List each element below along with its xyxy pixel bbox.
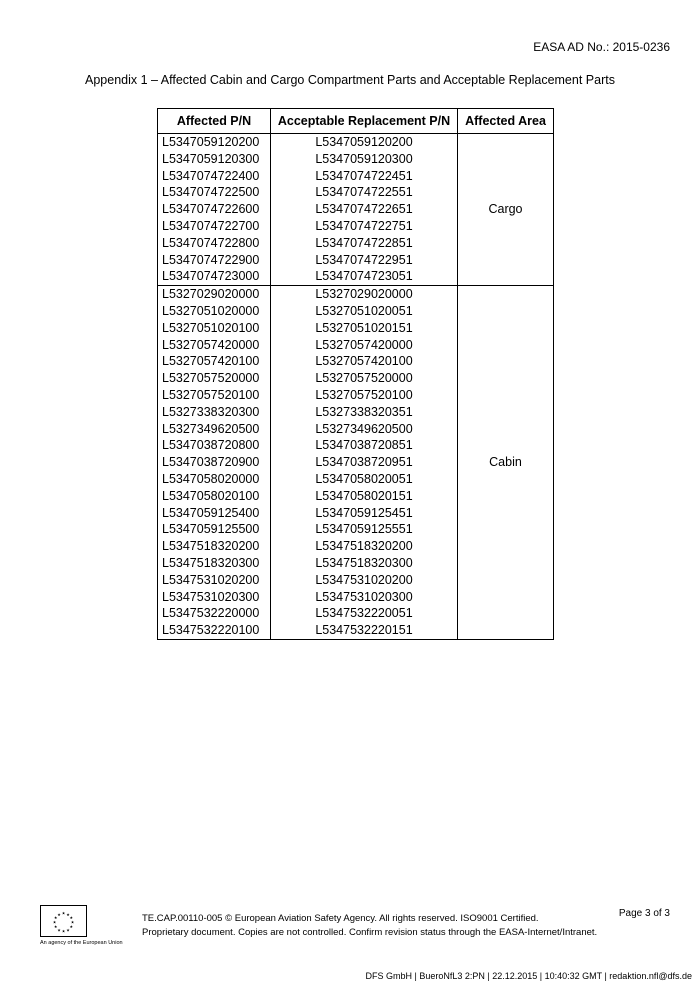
replacement-pn-cell: L5347074722851 — [271, 235, 458, 252]
eu-star-icon: ★ — [53, 915, 58, 921]
replacement-pn-cell: L5347532220151 — [271, 622, 458, 639]
affected-pn-cell: L5347532220000 — [158, 605, 271, 622]
replacement-pn-cell: L5347074722551 — [271, 184, 458, 201]
eu-star-icon: ★ — [57, 927, 61, 933]
table-row — [158, 286, 554, 303]
eu-flag-icon — [40, 905, 87, 937]
affected-area-cell: Cabin — [458, 286, 554, 640]
eu-star-icon: ★ — [70, 919, 75, 925]
affected-pn-cell: L5347058020000 — [158, 471, 271, 488]
affected-pn-cell: L5327057420100 — [158, 353, 271, 370]
replacement-pn-cell: L5327057520000 — [271, 370, 458, 387]
affected-pn-cell: L5347074722500 — [158, 184, 271, 201]
affected-pn-cell: L5347059120200 — [158, 134, 271, 151]
affected-pn-cell: L5347074722600 — [158, 201, 271, 218]
eu-star-icon: ★ — [61, 910, 66, 916]
affected-pn-cell: L5327349620500 — [158, 421, 271, 438]
affected-pn-cell: L5347074722700 — [158, 218, 271, 235]
replacement-pn-cell: L5347074722751 — [271, 218, 458, 235]
affected-pn-cell: L5327057520100 — [158, 387, 271, 404]
affected-pn-cell: L5347531020300 — [158, 589, 271, 606]
affected-pn-cell: L5347074722400 — [158, 168, 271, 185]
ad-number: EASA AD No.: 2015-0236 — [533, 40, 670, 54]
replacement-pn-cell: L5347059120300 — [271, 151, 458, 168]
replacement-pn-cell: L5327051020051 — [271, 303, 458, 320]
replacement-pn-cell: L5347074722651 — [271, 201, 458, 218]
page-number: Page 3 of 3 — [618, 908, 670, 919]
replacement-pn-cell: L5327057520100 — [271, 387, 458, 404]
replacement-pn-cell: L5347531020200 — [271, 572, 458, 589]
agency-label: An agency of the European Union — [40, 940, 123, 946]
affected-pn-cell: L5347518320300 — [158, 555, 271, 572]
affected-pn-cell: L5347074722900 — [158, 252, 271, 269]
replacement-pn-cell: L5327349620500 — [271, 421, 458, 438]
affected-pn-cell: L5327057420000 — [158, 337, 271, 354]
affected-pn-cell: L5347074722800 — [158, 235, 271, 252]
replacement-pn-cell: L5347074722451 — [271, 168, 458, 185]
eu-star-icon: ★ — [53, 924, 58, 930]
appendix-title: Appendix 1 – Affected Cabin and Cargo Compartment Parts and Acceptable Replacement Parts — [85, 73, 615, 87]
affected-pn-cell: L5327338320300 — [158, 404, 271, 421]
affected-pn-cell: L5327057520000 — [158, 370, 271, 387]
table-row — [158, 134, 554, 151]
replacement-pn-cell: L5347531020300 — [271, 589, 458, 606]
affected-pn-cell: L5347518320200 — [158, 538, 271, 555]
eu-star-icon: ★ — [66, 911, 70, 917]
footer-notice — [142, 912, 597, 940]
affected-pn-cell: L5347059120300 — [158, 151, 271, 168]
affected-pn-cell: L5347531020200 — [158, 572, 271, 589]
affected-pn-cell: L5327051020100 — [158, 320, 271, 337]
eu-star-icon: ★ — [61, 928, 66, 934]
affected-pn-cell: L5347059125500 — [158, 521, 271, 538]
affected-pn-cell: L5347059125400 — [158, 505, 271, 522]
affected-pn-cell: L5347074723000 — [158, 268, 271, 285]
replacement-pn-cell: L5347059125451 — [271, 505, 458, 522]
replacement-pn-cell: L5347038720951 — [271, 454, 458, 471]
replacement-pn-cell: L5327338320351 — [271, 404, 458, 421]
parts-table — [157, 108, 554, 640]
footer-line-2: Proprietary document. Copies are not controlled. Confirm revision status through the EASA-Internet/Intranet. — [142, 927, 598, 938]
header-replacement-pn: Acceptable Replacement P/N — [271, 109, 458, 134]
eu-star-icon: ★ — [66, 927, 70, 933]
eu-star-icon: ★ — [57, 911, 61, 917]
replacement-pn-cell: L5347074722951 — [271, 252, 458, 269]
affected-pn-cell: L5347058020100 — [158, 488, 271, 505]
affected-pn-cell: L5327029020000 — [158, 286, 271, 303]
replacement-pn-cell: L5347059120200 — [271, 134, 458, 151]
eu-star-icon: ★ — [69, 915, 74, 921]
replacement-pn-cell: L5347059125551 — [271, 521, 458, 538]
affected-pn-cell: L5347532220100 — [158, 622, 271, 639]
replacement-pn-cell: L5327029020000 — [271, 286, 458, 303]
footer-line-1: TE.CAP.00110-005 © European Aviation Safety Agency. All rights reserved. ISO9001 Certified. — [142, 913, 539, 924]
replacement-pn-cell: L5347058020151 — [271, 488, 458, 505]
affected-pn-cell: L5347038720900 — [158, 454, 271, 471]
eu-star-icon: ★ — [69, 924, 74, 930]
affected-pn-cell: L5327051020000 — [158, 303, 271, 320]
replacement-pn-cell: L5347518320200 — [271, 538, 458, 555]
replacement-pn-cell: L5347074723051 — [271, 268, 458, 285]
replacement-pn-cell: L5347532220051 — [271, 605, 458, 622]
affected-area-cell: Cargo — [458, 134, 554, 286]
header-affected-pn: Affected P/N — [158, 109, 271, 134]
replacement-pn-cell: L5347038720851 — [271, 437, 458, 454]
replacement-pn-cell: L5327051020151 — [271, 320, 458, 337]
affected-pn-cell: L5347038720800 — [158, 437, 271, 454]
distribution-stamp: DFS GmbH | BueroNfL3 2:PN | 22.12.2015 | 10:40:32 GMT | redaktion.nfl@dfs.de — [365, 971, 692, 981]
header-affected-area: Affected Area — [458, 109, 554, 134]
parts-table-body — [158, 134, 554, 640]
replacement-pn-cell: L5327057420000 — [271, 337, 458, 354]
replacement-pn-cell: L5347518320300 — [271, 555, 458, 572]
replacement-pn-cell: L5327057420100 — [271, 353, 458, 370]
replacement-pn-cell: L5347058020051 — [271, 471, 458, 488]
table-header-row — [158, 109, 554, 134]
eu-star-icon: ★ — [52, 919, 57, 925]
